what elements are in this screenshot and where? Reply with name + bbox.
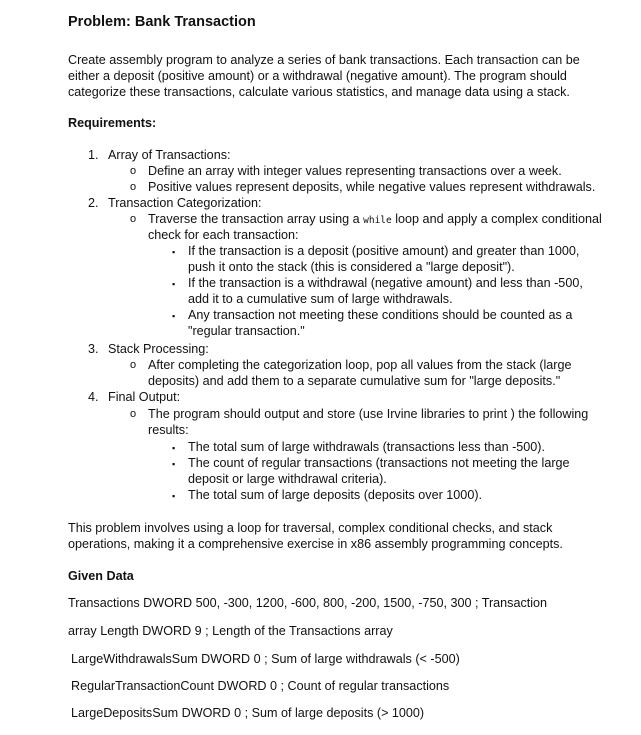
sub-list-item-continuation: deposit or large withdrawal criteria). [188,472,387,486]
intro-paragraph [68,52,580,100]
given-data-line: RegularTransactionCount DWORD 0 ; Count of regular transactions [71,679,450,693]
req-label: Stack Processing: [108,342,209,356]
sub-list-item: Any transaction not meeting these conditions should be counted as a [188,308,573,322]
list-item-text: Traverse the transaction array using a [148,212,360,226]
square-bullet-icon: ▪ [172,247,176,257]
requirements-heading: Requirements: [68,116,157,130]
square-bullet-icon: ▪ [172,491,176,501]
intro-line: Create assembly program to analyze a series of bank transactions. Each transaction can be [68,53,580,67]
req-number: 1. [88,148,99,162]
intro-line: either a deposit (positive amount) or a withdrawal (negative amount). The program should [68,69,567,83]
list-item-continuation: results: [148,423,189,437]
circle-bullet-icon: o [130,408,137,420]
list-item [148,212,602,226]
square-bullet-icon: ▪ [172,459,176,469]
given-data-line: Transactions DWORD 500, -300, 1200, -600, 800, -200, 1500, -750, 300 ; Transaction [68,596,548,610]
list-item-text: loop and apply a complex conditional [395,212,602,226]
sub-list-item: The total sum of large deposits (deposits over 1000). [188,488,483,502]
sub-list-item: If the transaction is a withdrawal (negative amount) and less than -500, [188,276,583,290]
page-title: Problem: Bank Transaction [68,14,256,30]
sub-list-item: The total sum of large withdrawals (transactions less than -500). [188,440,545,454]
circle-bullet-icon: o [130,213,137,225]
circle-bullet-icon: o [130,181,137,193]
req-number: 3. [88,342,99,356]
given-data-line: LargeDepositsSum DWORD 0 ; Sum of large deposits (> 1000) [71,706,425,720]
req-label: Transaction Categorization: [108,196,262,210]
intro-line: categorize these transactions, calculate various statistics, and manage data using a stack. [68,85,570,99]
req-number: 4. [88,390,99,404]
summary-line: operations, making it a comprehensive exercise in x86 assembly programming concepts. [68,537,563,551]
square-bullet-icon: ▪ [172,279,176,289]
summary-paragraph [68,520,563,552]
square-bullet-icon: ▪ [172,443,176,453]
list-item: After completing the categorization loop, pop all values from the stack (large [148,358,572,372]
square-bullet-icon: ▪ [172,311,176,321]
sub-list-item: If the transaction is a deposit (positive amount) and greater than 1000, [188,244,580,258]
req-label: Array of Transactions: [108,148,231,162]
sub-list-item-continuation: push it onto the stack (this is considered a "large deposit"). [188,260,515,274]
given-data-line: LargeWithdrawalsSum DWORD 0 ; Sum of large withdrawals (< -500) [71,652,460,666]
given-data-line: array Length DWORD 9 ; Length of the Transactions array [68,624,393,638]
sub-list-item-continuation: add it to a cumulative sum of large withdrawals. [188,292,453,306]
list-item: Positive values represent deposits, while negative values represent withdrawals. [148,180,596,194]
circle-bullet-icon: o [130,165,137,177]
summary-line: This problem involves using a loop for traversal, complex conditional checks, and stack [68,521,553,535]
list-item-continuation: deposits) and add them to a separate cumulative sum for "large deposits." [148,374,561,388]
list-item: Define an array with integer values representing transactions over a week. [148,164,562,178]
list-item: The program should output and store (use Irvine libraries to print ) the following [148,407,589,421]
inline-code: while [363,215,392,226]
sub-list-item: The count of regular transactions (transactions not meeting the large [188,456,570,470]
list-item-continuation: check for each transaction: [148,228,299,242]
req-label: Final Output: [108,390,181,404]
circle-bullet-icon: o [130,359,137,371]
given-data-heading: Given Data [68,569,134,583]
sub-list-item-continuation: "regular transaction." [188,324,305,338]
req-number: 2. [88,196,99,210]
